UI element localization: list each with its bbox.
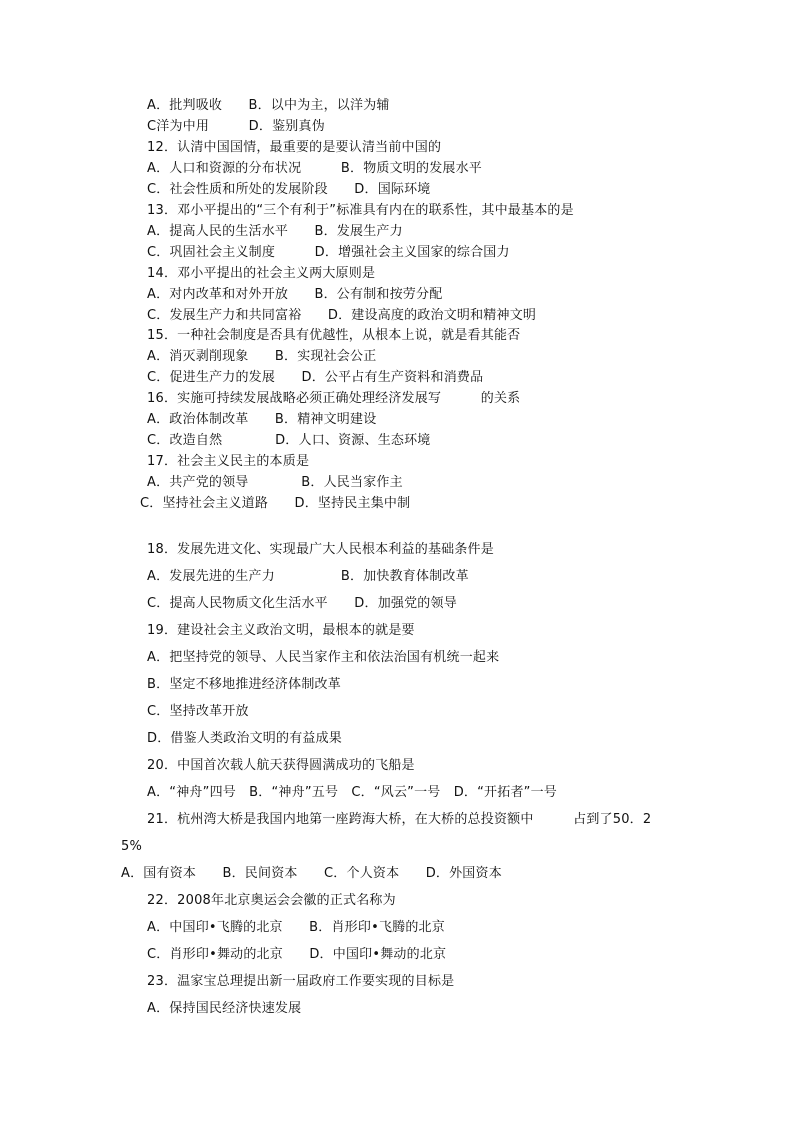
q22-options-ab: A．中国印•飞腾的北京 B．肖形印•飞腾的北京 xyxy=(147,920,445,935)
q14-options-cd: C．发展生产力和共同富裕 D．建设高度的政治文明和精神文明 xyxy=(147,308,537,323)
q19-option-a: A．把坚持党的领导、人民当家作主和依法治国有机统一起来 xyxy=(147,650,500,665)
q22-options-cd: C．肖形印•舞动的北京 D．中国印•舞动的北京 xyxy=(147,947,447,962)
question-21-cont: 5% xyxy=(121,839,143,854)
question-23: 23．温家宝总理提出新一届政府工作要实现的目标是 xyxy=(147,974,455,989)
q17-options-ab: A．共产党的领导 B．人民当家作主 xyxy=(147,475,403,490)
q16-options-cd: C．改造自然 D．人口、资源、生态环境 xyxy=(147,433,431,448)
question-13: 13．邓小平提出的“三个有利于”标准具有内在的联系性，其中最基本的是 xyxy=(147,203,574,218)
question-20: 20．中国首次载人航天获得圆满成功的飞船是 xyxy=(147,758,415,773)
q13-options-cd: C．巩固社会主义制度 D．增强社会主义国家的综合国力 xyxy=(147,245,510,260)
question-15: 15．一种社会制度是否具有优越性，从根本上说，就是看其能否 xyxy=(147,328,521,343)
q19-option-d: D．借鉴人类政治文明的有益成果 xyxy=(147,731,343,746)
question-14: 14．邓小平提出的社会主义两大原则是 xyxy=(147,266,376,281)
q18-options-cd: C．提高人民物质文化生活水平 D．加强党的领导 xyxy=(147,596,457,611)
question-17: 17．社会主义民主的本质是 xyxy=(147,454,310,469)
question-19: 19．建设社会主义政治文明，最根本的就是要 xyxy=(147,623,415,638)
q12-options-ab: A．人口和资源的分布状况 B．物质文明的发展水平 xyxy=(147,161,483,176)
q11-options-ab: A．批判吸收 B．以中为主，以洋为辅 xyxy=(147,98,390,113)
question-21: 21．杭州湾大桥是我国内地第一座跨海大桥，在大桥的总投资额中 占到了50．2 xyxy=(147,812,652,827)
q17-options-cd: C．坚持社会主义道路 D．坚持民主集中制 xyxy=(140,496,411,511)
q16-options-ab: A．政治体制改革 B．精神文明建设 xyxy=(147,412,377,427)
q23-option-a: A．保持国民经济快速发展 xyxy=(147,1001,302,1016)
q15-options-ab: A．消灭剥削现象 B．实现社会公正 xyxy=(147,349,377,364)
q19-option-b: B．坚定不移地推进经济体制改革 xyxy=(147,677,341,692)
question-16: 16．实施可持续发展战略必须正确处理经济发展写 的关系 xyxy=(147,391,521,406)
q11-options-cd: C洋为中用 D．鉴别真伪 xyxy=(147,119,325,134)
q14-options-ab: A．对内改革和对外开放 B．公有制和按劳分配 xyxy=(147,287,443,302)
q15-options-cd: C．促进生产力的发展 D．公平占有生产资料和消费品 xyxy=(147,370,484,385)
q12-options-cd: C．社会性质和所处的发展阶段 D．国际环境 xyxy=(147,182,431,197)
q21-options: A．国有资本 B．民间资本 C．个人资本 D．外国资本 xyxy=(121,866,502,881)
question-18: 18．发展先进文化、实现最广大人民根本利益的基础条件是 xyxy=(147,542,494,557)
q20-options: A．“神舟”四号 B．“神舟”五号 C．“风云”一号 D．“开拓者”一号 xyxy=(147,785,557,800)
question-12: 12．认清中国国情，最重要的是要认清当前中国的 xyxy=(147,140,442,155)
question-22: 22．2008年北京奥运会会徽的正式名称为 xyxy=(147,893,396,908)
q18-options-ab: A．发展先进的生产力 B．加快教育体制改革 xyxy=(147,569,469,584)
q13-options-ab: A．提高人民的生活水平 B．发展生产力 xyxy=(147,224,403,239)
q19-option-c: C．坚持改革开放 xyxy=(147,704,249,719)
